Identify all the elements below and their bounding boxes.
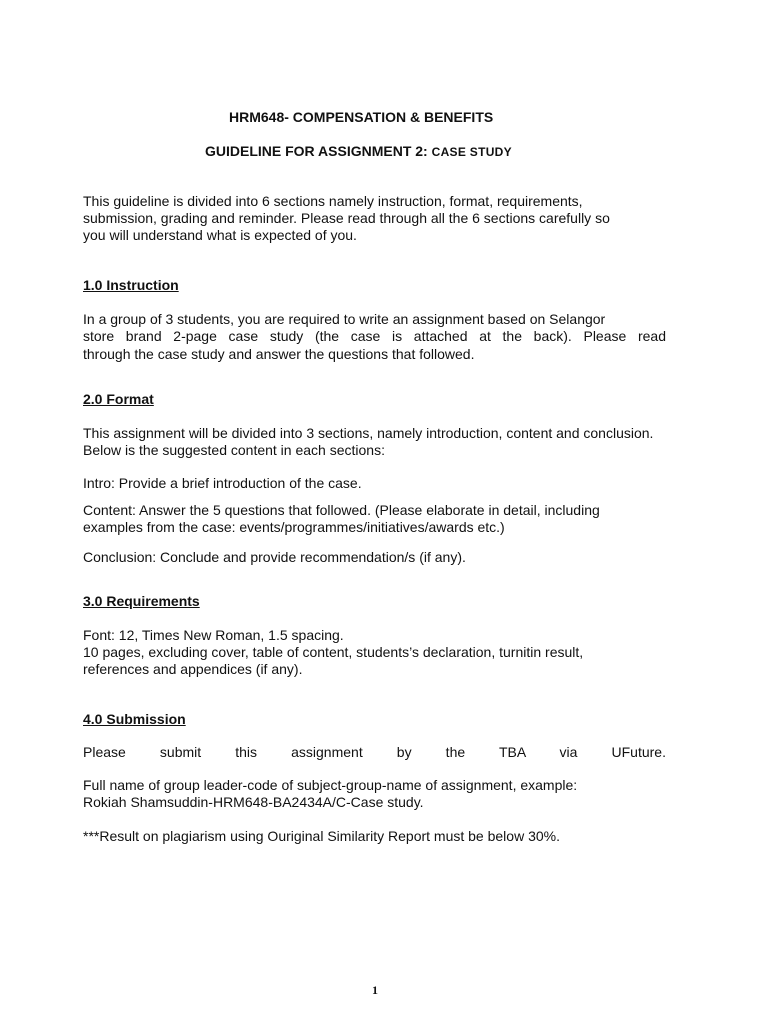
subtitle-prefix: GUIDELINE FOR ASSIGNMENT 2:: [205, 143, 432, 159]
submission-line-1: Please submit this assignment by the TBA via UFuture.: [83, 744, 666, 760]
document-subtitle: [205, 143, 512, 161]
intro-line-1: This guideline is divided into 6 sections namely instruction, format, requirements,: [83, 193, 583, 209]
format-line-2: Below is the suggested content in each sections:: [83, 442, 385, 458]
format-line-1: This assignment will be divided into 3 sections, namely introduction, content and conclusion.: [83, 425, 654, 441]
instruction-line-3: through the case study and answer the questions that followed.: [83, 346, 475, 362]
document-title: HRM648- COMPENSATION & BENEFITS: [229, 109, 494, 125]
format-content-line-2: examples from the case: events/programmes/initiatives/awards etc.): [83, 519, 505, 535]
section-heading-format: 2.0 Format: [83, 391, 154, 407]
submission-line-2: Full name of group leader-code of subject-group-name of assignment, example:: [83, 777, 578, 793]
section-heading-requirements: 3.0 Requirements: [83, 593, 200, 609]
requirements-line-2: 10 pages, excluding cover, table of content, students’s declaration, turnitin result,: [83, 644, 584, 660]
section-heading-submission: 4.0 Submission: [83, 711, 186, 727]
page-number: 1: [372, 983, 378, 997]
instruction-line-2: store brand 2-page case study (the case is attached at the back). Please read: [83, 328, 666, 344]
intro-line-2: submission, grading and reminder. Please read through all the 6 sections carefully so: [83, 210, 610, 226]
format-conclusion-text: Conclusion: Conclude and provide recommendation/s (if any).: [83, 549, 466, 565]
format-content-line-1: Content: Answer the 5 questions that followed. (Please elaborate in detail, including: [83, 502, 600, 518]
format-intro-text: Intro: Provide a brief introduction of the case.: [83, 475, 362, 491]
requirements-line-1: Font: 12, Times New Roman, 1.5 spacing.: [83, 627, 344, 643]
instruction-line-1: In a group of 3 students, you are required to write an assignment based on Selangor: [83, 311, 606, 327]
submission-plagiarism-note: ***Result on plagiarism using Ouriginal Similarity Report must be below 30%.: [83, 828, 560, 844]
section-heading-instruction: 1.0 Instruction: [83, 277, 179, 293]
requirements-line-3: references and appendices (if any).: [83, 661, 303, 677]
submission-line-3: Rokiah Shamsuddin-HRM648-BA2434A/C-Case study.: [83, 794, 424, 810]
subtitle-suffix: CASE STUDY: [431, 145, 512, 159]
intro-line-3: you will understand what is expected of you.: [83, 227, 357, 243]
